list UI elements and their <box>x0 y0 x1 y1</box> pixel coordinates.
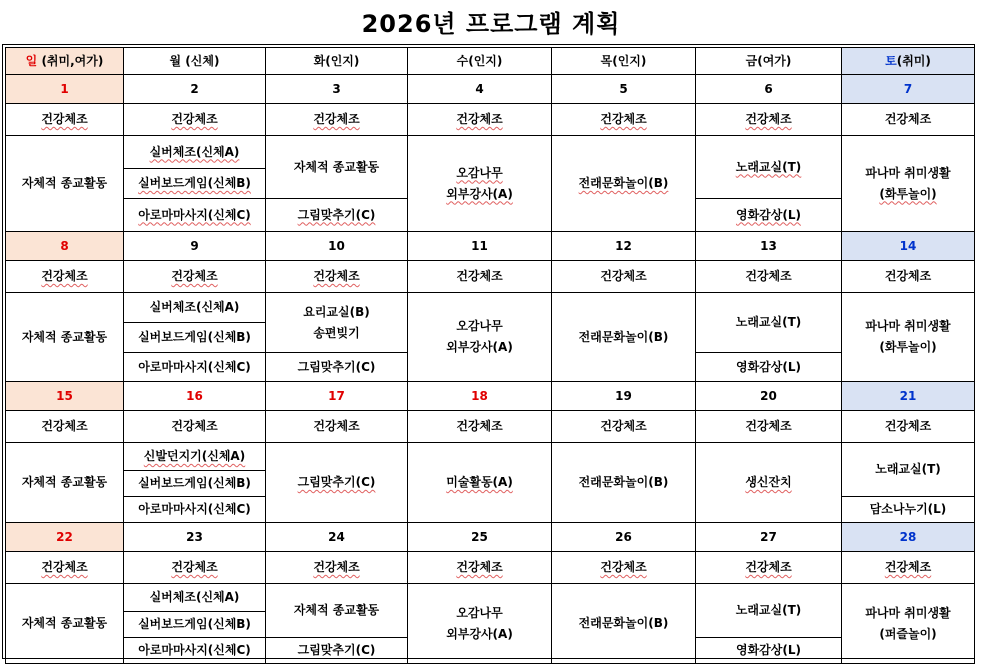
date-cell: 17 <box>266 382 408 411</box>
saturday-activity <box>842 136 975 232</box>
exercise-cell <box>6 104 124 136</box>
exercise-cell <box>266 104 408 136</box>
exercise-cell <box>842 261 975 293</box>
exercise-text: 건강체조 <box>745 419 792 433</box>
exercise-text: 건강체조 <box>41 112 88 126</box>
saturday-activity <box>842 584 975 664</box>
date-cell: 3 <box>266 75 408 104</box>
exercise-cell <box>842 104 975 136</box>
exercise-text: 건강체조 <box>745 560 792 574</box>
date-cell: 18 <box>408 382 552 411</box>
exercise-text: 건강체조 <box>41 419 88 433</box>
header-tuesday: 화(인지) <box>266 48 408 75</box>
header-sunday <box>6 48 124 75</box>
exercise-text: 건강체조 <box>313 112 360 126</box>
monday-activity-b: 실버보드게임(신체B) <box>124 471 266 497</box>
monday-activity-a <box>124 136 266 169</box>
saturday-activity-line2: (퍼즐놀이) <box>879 626 937 641</box>
exercise-cell <box>124 411 266 443</box>
exercise-cell <box>6 552 124 584</box>
monday-activity-a <box>124 443 266 471</box>
exercise-cell <box>124 552 266 584</box>
exercise-cell <box>552 104 696 136</box>
monday-activity-b: 실버보드게임(신체B) <box>124 323 266 353</box>
exercise-text: 건강체조 <box>600 419 647 433</box>
exercise-cell <box>266 261 408 293</box>
exercise-text: 건강체조 <box>456 112 503 126</box>
monday-activity-b <box>124 169 266 199</box>
exercise-text: 건강체조 <box>600 269 647 283</box>
header-thursday: 목(인지) <box>552 48 696 75</box>
date-cell: 15 <box>6 382 124 411</box>
exercise-cell <box>266 552 408 584</box>
exercise-cell <box>842 552 975 584</box>
exercise-cell <box>696 261 842 293</box>
date-cell: 6 <box>696 75 842 104</box>
exercise-cell <box>124 261 266 293</box>
date-cell: 11 <box>408 232 552 261</box>
header-saturday-day: 토 <box>885 53 897 68</box>
tuesday-activity-b <box>266 199 408 232</box>
exercise-text: 건강체조 <box>171 419 218 433</box>
exercise-cell <box>6 411 124 443</box>
friday-activity <box>696 443 842 523</box>
date-cell: 8 <box>6 232 124 261</box>
wednesday-activity-line2: 외부강사(A) <box>446 340 513 354</box>
monday-activity-a-text: 실버체조(신체A) <box>149 144 240 159</box>
exercise-cell <box>696 411 842 443</box>
date-cell: 27 <box>696 523 842 552</box>
tuesday-activity-b-text: 그림맞추기(C) <box>297 207 376 222</box>
exercise-cell <box>696 552 842 584</box>
header-wednesday: 수(인지) <box>408 48 552 75</box>
tuesday-activity-line2: 송편빚기 <box>313 325 360 340</box>
exercise-text: 건강체조 <box>884 419 932 433</box>
date-cell: 1 <box>6 75 124 104</box>
wednesday-activity <box>408 584 552 664</box>
saturday-activity-line1: 파나마 취미생활 <box>865 165 951 180</box>
tuesday-activity-line1: 요리교실(B) <box>303 304 370 319</box>
tuesday-activity-a <box>266 293 408 353</box>
exercise-text: 건강체조 <box>600 560 647 574</box>
header-sunday-sub: (취미,여가) <box>41 53 104 68</box>
thursday-activity-text: 전래문화놀이(B) <box>578 176 669 190</box>
exercise-cell <box>408 552 552 584</box>
monday-activity-b: 실버보드게임(신체B) <box>124 612 266 638</box>
exercise-cell <box>552 261 696 293</box>
header-friday: 금(여가) <box>696 48 842 75</box>
date-cell: 23 <box>124 523 266 552</box>
friday-activity-b: 영화감상(L) <box>696 638 842 664</box>
header-saturday-sub: (취미) <box>896 53 931 68</box>
saturday-activity <box>842 293 975 382</box>
exercise-text: 건강체조 <box>884 269 932 283</box>
date-cell: 20 <box>696 382 842 411</box>
friday-activity-a: 노래교실(T) <box>696 584 842 638</box>
wednesday-activity <box>408 443 552 523</box>
friday-activity-text: 생신잔치 <box>745 475 792 489</box>
monday-activity-b-text: 실버보드게임(신체B) <box>138 176 251 190</box>
thursday-activity: 전래문화놀이(B) <box>552 293 696 382</box>
exercise-text: 건강체조 <box>456 560 503 574</box>
wednesday-activity-line1: 오감나무 <box>456 165 503 180</box>
exercise-text: 건강체조 <box>313 560 360 574</box>
date-cell: 24 <box>266 523 408 552</box>
exercise-cell <box>266 411 408 443</box>
saturday-activity-line2: (화투놀이) <box>879 340 937 354</box>
date-cell: 16 <box>124 382 266 411</box>
exercise-cell <box>6 261 124 293</box>
date-cell: 28 <box>842 523 975 552</box>
saturday-activity-b: 담소나누기(L) <box>842 497 975 523</box>
friday-activity-a: 노래교실(T) <box>696 293 842 353</box>
exercise-text: 건강체조 <box>884 560 932 574</box>
page-title: 2026년 프로그램 계획 <box>361 10 621 38</box>
date-cell: 14 <box>842 232 975 261</box>
exercise-cell <box>552 411 696 443</box>
monday-activity-c: 아로마마사지(신체C) <box>124 497 266 523</box>
monday-activity-a: 실버체조(신체A) <box>124 584 266 612</box>
friday-activity-b <box>696 199 842 232</box>
date-cell: 9 <box>124 232 266 261</box>
date-cell: 13 <box>696 232 842 261</box>
wednesday-activity-text: 미술활동(A) <box>446 475 513 489</box>
monday-activity-c <box>124 199 266 232</box>
date-cell: 5 <box>552 75 696 104</box>
exercise-text: 건강체조 <box>313 269 360 283</box>
monday-activity-a: 실버체조(신체A) <box>124 293 266 323</box>
saturday-activity-line1: 파나마 취미생활 <box>865 605 951 620</box>
thursday-activity: 전래문화놀이(B) <box>552 443 696 523</box>
saturday-activity-a: 노래교실(T) <box>842 443 975 497</box>
wednesday-activity-line2: 외부강사(A) <box>446 626 513 641</box>
thursday-activity: 전래문화놀이(B) <box>552 584 696 664</box>
exercise-text: 건강체조 <box>41 269 88 283</box>
program-calendar <box>5 47 975 664</box>
tuesday-activity-b: 그림맞추기(C) <box>266 353 408 382</box>
monday-activity-a-text: 신발던지기(신체A) <box>143 449 246 463</box>
tuesday-activity-a: 자체적 종교활동 <box>266 584 408 638</box>
exercise-text: 건강체조 <box>456 419 503 433</box>
header-monday: 월 (신체) <box>124 48 266 75</box>
date-cell: 4 <box>408 75 552 104</box>
exercise-text: 건강체조 <box>41 560 88 574</box>
exercise-cell <box>842 411 975 443</box>
sunday-activity: 자체적 종교활동 <box>6 293 124 382</box>
exercise-text: 건강체조 <box>600 112 647 126</box>
wednesday-activity-line2: 외부강사(A) <box>446 186 513 201</box>
thursday-activity <box>552 136 696 232</box>
friday-activity-b: 영화감상(L) <box>696 353 842 382</box>
date-cell: 10 <box>266 232 408 261</box>
date-cell: 19 <box>552 382 696 411</box>
exercise-cell <box>408 411 552 443</box>
sunday-activity: 자체적 종교활동 <box>6 584 124 664</box>
header-sunday-day: 일 <box>25 53 38 68</box>
sunday-activity: 자체적 종교활동 <box>6 443 124 523</box>
exercise-text: 건강체조 <box>171 112 218 126</box>
wednesday-activity-line1: 오감나무 <box>456 319 503 333</box>
exercise-text: 건강체조 <box>456 269 503 283</box>
exercise-cell <box>408 104 552 136</box>
date-cell: 7 <box>842 75 975 104</box>
wednesday-activity <box>408 136 552 232</box>
exercise-text: 건강체조 <box>171 269 218 283</box>
tuesday-activity-text: 그림맞추기(C) <box>297 475 376 489</box>
date-cell: 25 <box>408 523 552 552</box>
exercise-text: 건강체조 <box>745 112 792 126</box>
date-cell: 26 <box>552 523 696 552</box>
tuesday-activity <box>266 443 408 523</box>
sunday-activity: 자체적 종교활동 <box>6 136 124 232</box>
exercise-cell <box>124 104 266 136</box>
exercise-text: 건강체조 <box>745 269 792 283</box>
date-cell: 21 <box>842 382 975 411</box>
saturday-activity-line1: 파나마 취미생활 <box>865 319 951 333</box>
date-cell: 2 <box>124 75 266 104</box>
exercise-cell <box>696 104 842 136</box>
friday-activity-b-text: 영화감상(L) <box>736 207 801 222</box>
saturday-activity-line2: (화투놀이) <box>879 186 937 201</box>
monday-activity-c-text: 아로마마사지(신체C) <box>138 207 251 222</box>
monday-activity-c: 아로마마사지(신체C) <box>124 638 266 664</box>
friday-activity-a <box>696 136 842 199</box>
exercise-text: 건강체조 <box>171 560 218 574</box>
tuesday-activity-a: 자체적 종교활동 <box>266 136 408 199</box>
exercise-text: 건강체조 <box>884 112 932 126</box>
date-cell: 22 <box>6 523 124 552</box>
tuesday-activity-b: 그림맞추기(C) <box>266 638 408 664</box>
exercise-cell <box>408 261 552 293</box>
exercise-cell <box>552 552 696 584</box>
exercise-text: 건강체조 <box>313 419 360 433</box>
wednesday-activity-line1: 오감나무 <box>456 605 503 620</box>
wednesday-activity <box>408 293 552 382</box>
date-cell: 12 <box>552 232 696 261</box>
friday-activity-a-text: 노래교실(T) <box>735 159 802 174</box>
header-saturday <box>842 48 975 75</box>
monday-activity-c: 아로마마사지(신체C) <box>124 353 266 382</box>
